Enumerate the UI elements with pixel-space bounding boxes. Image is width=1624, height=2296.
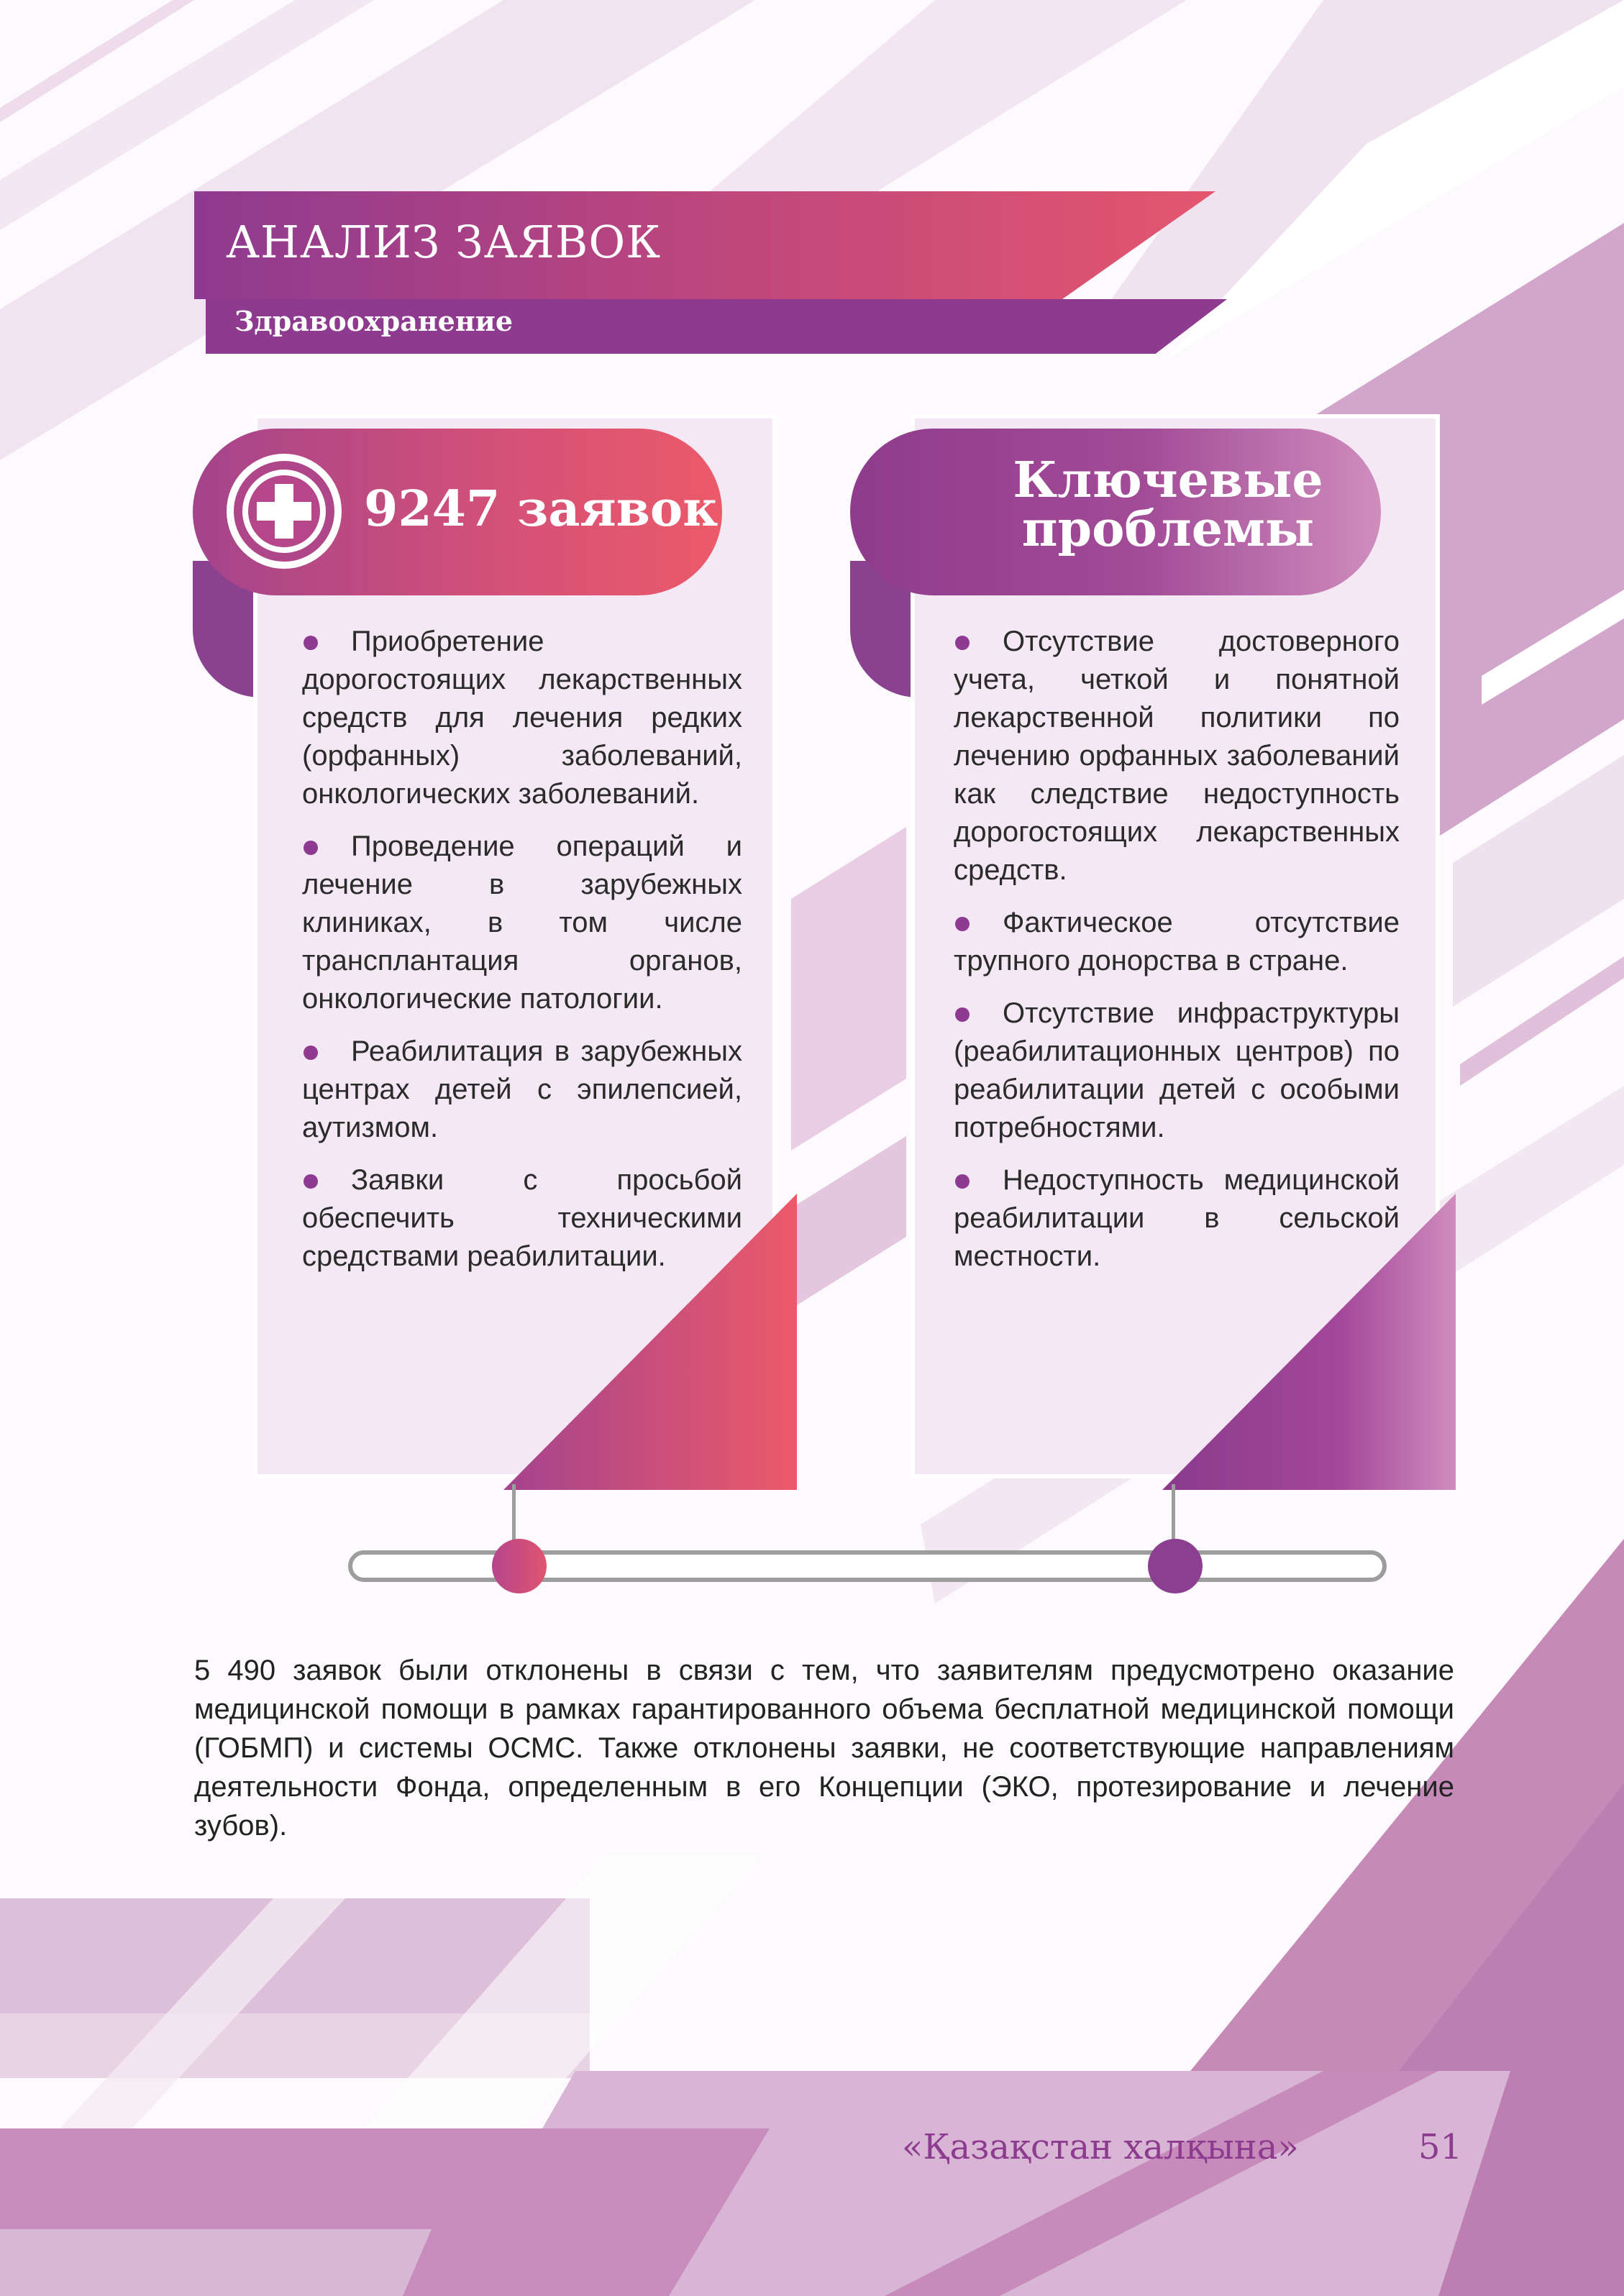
footer-title: «Қазақстан халқына» xyxy=(902,2127,1299,2167)
left-card-list xyxy=(302,623,742,1290)
right-card-title: Ключевые проблемы xyxy=(1013,452,1323,558)
page-title: АНАЛИЗ ЗАЯВОК xyxy=(226,216,662,268)
left-card-title: 9247 заявок xyxy=(364,480,719,538)
list-item: Заявки с просьбой обеспечить техническими средствами реабилитации. xyxy=(302,1161,742,1276)
list-item: Отсутствие инфраструктуры (реабилитационных центров) по реабилитации детей с особыми потребностями. xyxy=(954,994,1400,1147)
page-number: 51 xyxy=(1418,2127,1463,2167)
list-item: Отсутствие достоверного учета, четкой и понятной лекарственной политики по лечению орфанных заболеваний как следствие недоступность дорогостоящих лекарственных средств. xyxy=(954,623,1400,889)
timeline-dot-left xyxy=(492,1539,547,1593)
right-card-corner-triangle xyxy=(1162,1194,1456,1490)
list-item: Реабилитация в зарубежных центрах детей с эпилепсией, аутизмом. xyxy=(302,1033,742,1147)
right-card-list xyxy=(954,623,1400,1290)
list-item: Фактическое отсутствие трупного донорства в стране. xyxy=(954,904,1400,980)
medical-cross-icon xyxy=(223,450,345,572)
list-item: Проведение операций и лечение в зарубежных клиниках, в том числе трансплантация органов, онкологические патологии. xyxy=(302,828,742,1018)
body-paragraph: 5 490 заявок были отклонены в связи с тем, что заявителям предусмотрено оказание медицинской помощи в рамках гарантированного объема бесплатной медицинской помощи (ГОБМП) и системы ОСМС. Также отклонены заявки, не соответствующие направлениям деятельности Фонда, определенным в его Концепции (ЭКО, протезирование и лечение зубов). xyxy=(194,1655,1454,1842)
timeline-dot-right xyxy=(1148,1539,1203,1593)
list-item: Приобретение дорогостоящих лекарственных средств для лечения редких (орфанных) заболеваний, онкологических заболеваний. xyxy=(302,623,742,813)
left-card-corner-triangle xyxy=(503,1194,797,1490)
list-item: Недоступность медицинской реабилитации в сельской местности. xyxy=(954,1161,1400,1276)
page-subtitle: Здравоохранение xyxy=(234,305,514,337)
